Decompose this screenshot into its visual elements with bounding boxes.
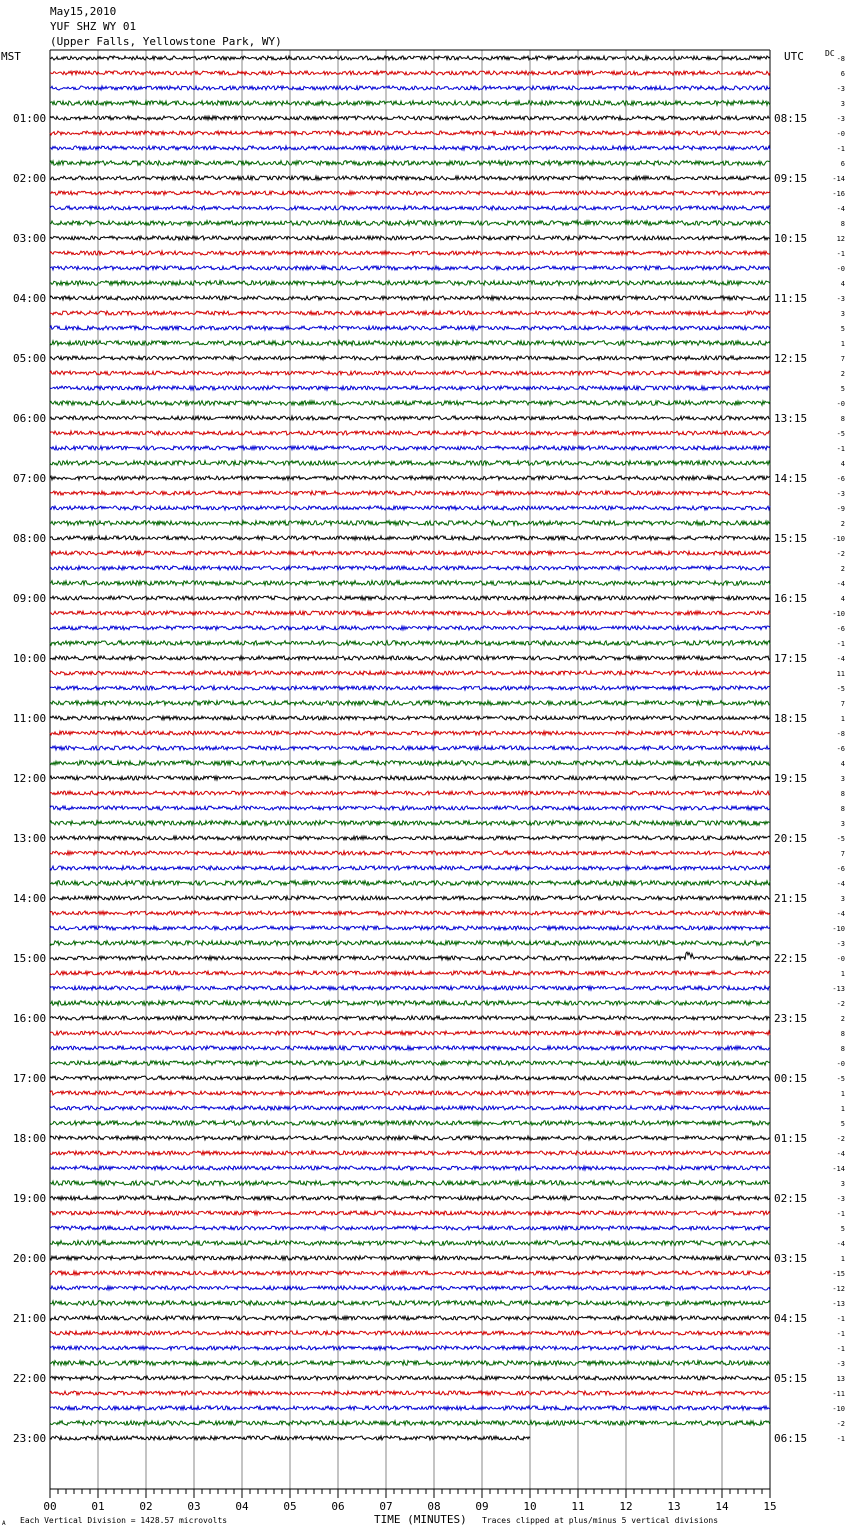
dc-offset-value: 2 (840, 1015, 845, 1023)
dc-offset-value: -3 (836, 940, 845, 948)
date-label: May15,2010 (50, 5, 117, 18)
x-tick-label: 14 (715, 1500, 729, 1513)
utc-hour-label: 10:15 (774, 232, 808, 245)
dc-offset-value: 4 (840, 280, 845, 288)
trace-row-45 (50, 731, 770, 735)
mst-hour-label: 13:00 (13, 832, 47, 845)
utc-hour-label: 05:15 (774, 1372, 808, 1385)
trace-row-57 (50, 911, 770, 915)
x-tick-label: 06 (331, 1500, 345, 1513)
dc-offset-value: 1 (840, 1255, 845, 1263)
trace-row-16 (50, 296, 770, 300)
mst-hour-label: 03:00 (13, 232, 47, 245)
mst-hour-label: 21:00 (13, 1312, 47, 1325)
dc-offset-value: -10 (832, 1405, 845, 1413)
mst-hour-label: 06:00 (13, 412, 47, 425)
trace-row-5 (50, 131, 770, 135)
dc-offset-value: -0 (836, 265, 845, 273)
dc-offset-value: 8 (840, 805, 845, 813)
mst-hour-label: 08:00 (13, 532, 47, 545)
trace-row-25 (50, 431, 770, 435)
trace-row-10 (50, 206, 770, 210)
x-tick-label: 10 (523, 1500, 537, 1513)
utc-hour-label: 20:15 (774, 832, 808, 845)
utc-hour-label: 15:15 (774, 532, 808, 545)
location-label: (Upper Falls, Yellowstone Park, WY) (50, 35, 282, 48)
trace-row-7 (50, 161, 770, 166)
trace-row-89 (50, 1391, 770, 1395)
dc-offset-value: -0 (836, 1060, 845, 1068)
dc-offset-value: 7 (840, 850, 845, 858)
mst-hour-label: 16:00 (13, 1012, 47, 1025)
station-label: YUF SHZ WY 01 (50, 20, 137, 33)
trace-row-22 (50, 386, 770, 390)
dc-offset-value: -5 (836, 685, 845, 693)
trace-row-62 (50, 986, 770, 990)
trace-row-40 (50, 656, 770, 660)
dc-offset-value: -14 (832, 1165, 845, 1173)
dc-offset-value: -10 (832, 925, 845, 933)
dc-offset-value: -2 (836, 550, 845, 558)
dc-offset-value: 12 (836, 235, 845, 243)
dc-offset-value: -0 (836, 400, 845, 408)
trace-row-2 (50, 86, 770, 90)
trace-row-54 (50, 866, 770, 870)
dc-offset-value: 8 (840, 415, 845, 423)
x-tick-label: 12 (619, 1500, 633, 1513)
trace-row-39 (50, 641, 770, 646)
trace-row-48 (50, 776, 770, 780)
dc-offset-value: -0 (836, 955, 845, 963)
utc-hour-label: 11:15 (774, 292, 808, 305)
dc-offset-value: -10 (832, 610, 845, 618)
dc-offset-value: 7 (840, 355, 845, 363)
trace-row-26 (50, 446, 770, 450)
dc-offset-value: 3 (840, 100, 845, 108)
dc-offset-value: 3 (840, 820, 845, 828)
mst-hour-label: 04:00 (13, 292, 47, 305)
dc-offset-value: 5 (840, 325, 845, 333)
mst-hour-label: 11:00 (13, 712, 47, 725)
trace-row-53 (50, 851, 770, 855)
footer (2, 1513, 718, 1527)
trace-row-23 (50, 401, 770, 406)
trace-row-51 (50, 821, 770, 826)
dc-offset-value: -12 (832, 1285, 845, 1293)
dc-offset-value: 1 (840, 715, 845, 723)
trace-row-28 (50, 476, 770, 480)
trace-row-61 (50, 971, 770, 975)
trace-row-11 (50, 221, 770, 226)
mst-hour-label: 15:00 (13, 952, 47, 965)
trace-row-18 (50, 326, 770, 330)
x-tick-label: 07 (379, 1500, 393, 1513)
dc-offset-value: 3 (840, 895, 845, 903)
dc-offset-value: -1 (836, 1315, 845, 1323)
x-tick-label: 11 (571, 1500, 585, 1513)
trace-row-46 (50, 746, 770, 750)
dc-offset-value: 13 (836, 1375, 845, 1383)
dc-offset-value: 11 (836, 670, 845, 678)
dc-offset-value: -0 (836, 130, 845, 138)
dc-offset-value: -8 (836, 55, 845, 63)
dc-offset-value: 6 (840, 70, 845, 78)
trace-row-72 (50, 1136, 770, 1140)
dc-offset-value: -4 (836, 880, 845, 888)
trace-row-50 (50, 806, 770, 810)
mst-hour-label: 12:00 (13, 772, 47, 785)
trace-row-6 (50, 146, 770, 150)
trace-row-0 (50, 56, 770, 60)
trace-row-19 (50, 341, 770, 346)
mst-hour-label: 07:00 (13, 472, 47, 485)
trace-row-58 (50, 926, 770, 930)
x-tick-label: 15 (763, 1500, 777, 1513)
trace-row-34 (50, 566, 770, 570)
mst-hour-label: 20:00 (13, 1252, 47, 1265)
trace-row-13 (50, 251, 770, 255)
trace-row-82 (50, 1286, 770, 1290)
x-tick-label: 05 (283, 1500, 297, 1513)
dc-offset-value: -1 (836, 445, 845, 453)
trace-row-1 (50, 71, 770, 75)
dc-offset-value: -1 (836, 1345, 845, 1353)
dc-offset-value: -4 (836, 205, 845, 213)
dc-offset-value: -3 (836, 490, 845, 498)
mst-hour-label: 22:00 (13, 1372, 47, 1385)
dc-offset-value: 2 (840, 565, 845, 573)
dc-offset-value: -1 (836, 640, 845, 648)
dc-offset-value: 2 (840, 520, 845, 528)
utc-hour-label: 03:15 (774, 1252, 808, 1265)
mst-hour-label: 01:00 (13, 112, 47, 125)
dc-offset-value: -14 (832, 175, 845, 183)
header (50, 5, 282, 48)
dc-offset-value: -1 (836, 1210, 845, 1218)
dc-offset-value: -1 (836, 1435, 845, 1443)
dc-offset-value: -6 (836, 625, 845, 633)
trace-row-64 (50, 1016, 770, 1020)
x-tick-label: 08 (427, 1500, 441, 1513)
mst-hour-label: 02:00 (13, 172, 47, 185)
mst-hour-label: 10:00 (13, 652, 47, 665)
dc-offset-value: -16 (832, 190, 845, 198)
trace-row-3 (50, 101, 770, 106)
utc-hour-label: 22:15 (774, 952, 808, 965)
trace-row-86 (50, 1346, 770, 1350)
dc-offset-value: -4 (836, 1150, 845, 1158)
dc-offset-value: -4 (836, 580, 845, 588)
trace-row-60 (50, 952, 770, 960)
dc-offset-value: 4 (840, 595, 845, 603)
trace-row-21 (50, 371, 770, 375)
dc-offset-value: -3 (836, 85, 845, 93)
trace-row-9 (50, 191, 770, 195)
dc-offset-value: 8 (840, 790, 845, 798)
utc-hour-label: 16:15 (774, 592, 808, 605)
trace-row-37 (50, 611, 770, 615)
dc-offset-value: 8 (840, 220, 845, 228)
dc-offset-value: -1 (836, 145, 845, 153)
dc-offset-value: -6 (836, 745, 845, 753)
trace-row-80 (50, 1256, 770, 1260)
mst-hour-labels (13, 112, 46, 1445)
trace-row-27 (50, 461, 770, 466)
dc-offset-value: -1 (836, 1330, 845, 1338)
x-tick-label: 04 (235, 1500, 249, 1513)
trace-row-79 (50, 1241, 770, 1246)
dc-offset-value: 2 (840, 370, 845, 378)
trace-row-67 (50, 1061, 770, 1066)
trace-row-15 (50, 281, 770, 286)
dc-offset-value: 5 (840, 385, 845, 393)
x-axis-title: TIME (MINUTES) (374, 1513, 467, 1526)
dc-offset-value: -9 (836, 505, 845, 513)
dc-offset-value: -15 (832, 1270, 845, 1278)
dc-offset-labels (832, 55, 845, 1443)
trace-row-38 (50, 626, 770, 630)
dc-offset-value: -3 (836, 115, 845, 123)
trace-row-66 (50, 1046, 770, 1050)
dc-offset-value: -4 (836, 910, 845, 918)
dc-offset-value: -13 (832, 985, 845, 993)
trace-row-85 (50, 1331, 770, 1335)
utc-hour-label: 12:15 (774, 352, 808, 365)
trace-row-83 (50, 1301, 770, 1306)
mst-hour-label: 09:00 (13, 592, 47, 605)
trace-row-24 (50, 416, 770, 420)
seismic-traces (50, 56, 770, 1440)
trace-row-35 (50, 581, 770, 586)
trace-row-69 (50, 1091, 770, 1095)
utc-hour-label: 18:15 (774, 712, 808, 725)
x-tick-label: 13 (667, 1500, 681, 1513)
trace-row-44 (50, 716, 770, 720)
mst-hour-label: 19:00 (13, 1192, 47, 1205)
mst-hour-label: 23:00 (13, 1432, 47, 1445)
dc-offset-value: 7 (840, 700, 845, 708)
trace-row-29 (50, 491, 770, 495)
x-tick-label: 03 (187, 1500, 201, 1513)
mst-axis-label: MST (1, 50, 21, 63)
dc-offset-value: -3 (836, 1195, 845, 1203)
trace-row-68 (50, 1076, 770, 1080)
trace-row-81 (50, 1271, 770, 1275)
dc-label: DC (825, 49, 835, 58)
dc-offset-value: 4 (840, 460, 845, 468)
trace-row-20 (50, 356, 770, 360)
dc-offset-value: 3 (840, 775, 845, 783)
trace-row-78 (50, 1226, 770, 1230)
trace-row-84 (50, 1316, 770, 1320)
utc-hour-label: 19:15 (774, 772, 808, 785)
utc-hour-label: 14:15 (774, 472, 808, 485)
mst-hour-label: 17:00 (13, 1072, 47, 1085)
clip-note: Traces clipped at plus/minus 5 vertical divisions (482, 1516, 719, 1525)
dc-offset-value: -2 (836, 1135, 845, 1143)
trace-row-4 (50, 116, 770, 120)
dc-offset-value: -5 (836, 835, 845, 843)
dc-offset-value: -5 (836, 430, 845, 438)
trace-row-52 (50, 836, 770, 840)
utc-axis-label: UTC (784, 50, 804, 63)
utc-hour-label: 01:15 (774, 1132, 808, 1145)
trace-row-87 (50, 1361, 770, 1366)
dc-offset-value: 1 (840, 970, 845, 978)
dc-offset-value: -3 (836, 295, 845, 303)
dc-offset-value: 1 (840, 340, 845, 348)
utc-hour-label: 04:15 (774, 1312, 808, 1325)
trace-row-76 (50, 1196, 770, 1200)
trace-row-59 (50, 941, 770, 946)
utc-hour-labels (774, 112, 807, 1445)
x-axis (43, 1489, 776, 1513)
dc-offset-value: 6 (840, 160, 845, 168)
dc-offset-value: -5 (836, 1075, 845, 1083)
trace-row-91 (50, 1421, 770, 1426)
utc-hour-label: 23:15 (774, 1012, 808, 1025)
mst-hour-label: 14:00 (13, 892, 47, 905)
dc-offset-value: -6 (836, 475, 845, 483)
dc-offset-value: 8 (840, 1045, 845, 1053)
utc-hour-label: 09:15 (774, 172, 808, 185)
trace-row-71 (50, 1121, 770, 1126)
trace-row-63 (50, 1001, 770, 1006)
dc-offset-value: -4 (836, 655, 845, 663)
dc-offset-value: -10 (832, 535, 845, 543)
trace-row-42 (50, 686, 770, 690)
x-tick-label: 01 (91, 1500, 105, 1513)
trace-row-88 (50, 1376, 770, 1380)
utc-hour-label: 00:15 (774, 1072, 808, 1085)
trace-row-77 (50, 1211, 770, 1215)
trace-row-30 (50, 506, 770, 510)
trace-row-43 (50, 701, 770, 706)
trace-row-33 (50, 551, 770, 555)
utc-hour-label: 06:15 (774, 1432, 808, 1445)
trace-row-65 (50, 1031, 770, 1035)
dc-offset-value: -2 (836, 1420, 845, 1428)
trace-row-47 (50, 761, 770, 766)
dc-offset-value: 5 (840, 1120, 845, 1128)
trace-row-41 (50, 671, 770, 675)
dc-offset-value: 3 (840, 1180, 845, 1188)
mst-hour-label: 05:00 (13, 352, 47, 365)
dc-offset-value: -4 (836, 1240, 845, 1248)
utc-hour-label: 08:15 (774, 112, 808, 125)
dc-offset-value: 1 (840, 1090, 845, 1098)
scale-note: Each Vertical Division = 1428.57 microvolts (20, 1516, 228, 1525)
mst-hour-label: 18:00 (13, 1132, 47, 1145)
trace-row-74 (50, 1166, 770, 1170)
utc-hour-label: 21:15 (774, 892, 808, 905)
dc-offset-value: 4 (840, 760, 845, 768)
trace-row-36 (50, 596, 770, 600)
dc-offset-value: 1 (840, 1105, 845, 1113)
trace-row-55 (50, 881, 770, 886)
dc-offset-value: -11 (832, 1390, 845, 1398)
trace-row-70 (50, 1106, 770, 1110)
x-tick-label: 02 (139, 1500, 153, 1513)
trace-row-8 (50, 176, 770, 180)
trace-row-14 (50, 266, 770, 270)
trace-row-75 (50, 1181, 770, 1186)
trace-row-31 (50, 521, 770, 526)
trace-row-12 (50, 236, 770, 240)
dc-offset-value: -6 (836, 865, 845, 873)
trace-row-73 (50, 1151, 770, 1155)
dc-offset-value: 3 (840, 310, 845, 318)
dc-offset-value: 8 (840, 1030, 845, 1038)
trace-row-56 (50, 896, 770, 900)
dc-offset-value: -3 (836, 1360, 845, 1368)
utc-hour-label: 13:15 (774, 412, 808, 425)
trace-row-32 (50, 536, 770, 540)
trace-row-90 (50, 1406, 770, 1410)
footer-mark: A (2, 1520, 6, 1527)
dc-offset-value: -1 (836, 250, 845, 258)
trace-row-49 (50, 791, 770, 795)
x-tick-label: 09 (475, 1500, 489, 1513)
utc-hour-label: 17:15 (774, 652, 808, 665)
dc-offset-value: -2 (836, 1000, 845, 1008)
dc-offset-value: 5 (840, 1225, 845, 1233)
x-tick-label: 00 (43, 1500, 57, 1513)
dc-offset-value: -13 (832, 1300, 845, 1308)
trace-row-17 (50, 311, 770, 315)
utc-hour-label: 02:15 (774, 1192, 808, 1205)
dc-offset-value: -8 (836, 730, 845, 738)
